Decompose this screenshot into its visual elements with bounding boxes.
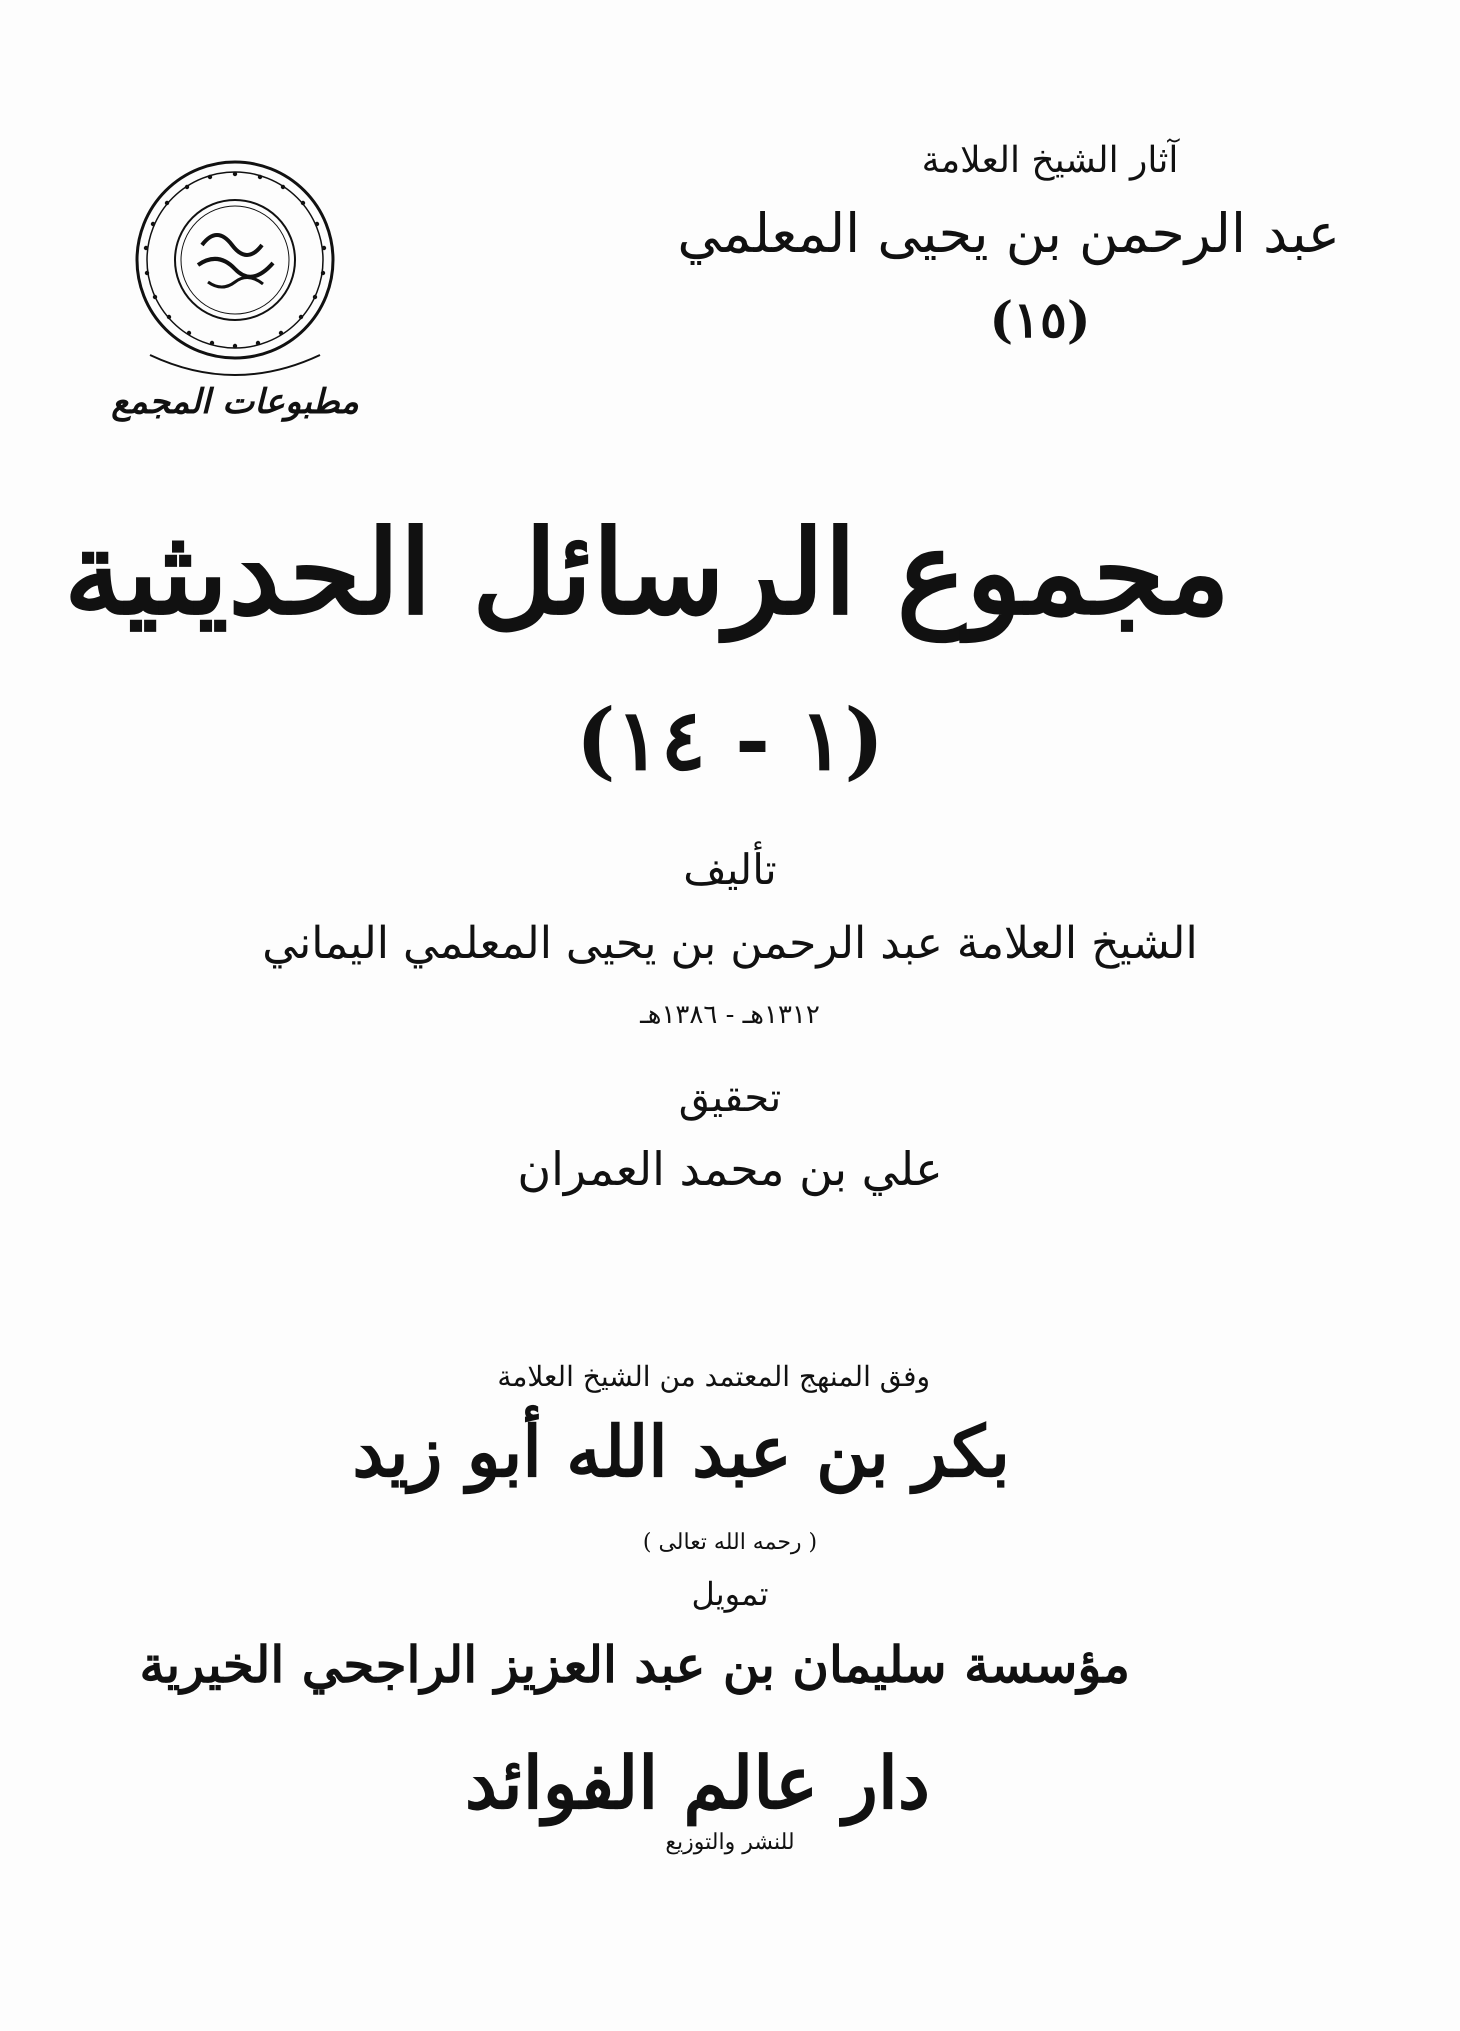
author-name: الشيخ العلامة عبد الرحمن بن يحيى المعلمي اليماني — [262, 918, 1198, 969]
editor-name: علي بن محمد العمران — [517, 1142, 943, 1196]
methodology-honorific: ( رحمه الله تعالى ) — [642, 1530, 818, 1555]
publisher-subtitle: للنشر والتوزيع — [665, 1830, 795, 1855]
methodology-label: وفق المنهج المعتمد من الشيخ العلامة — [497, 1360, 930, 1393]
series-author: عبد الرحمن بن يحيى المعلمي — [677, 202, 1340, 265]
funding-label: تمويل — [691, 1575, 769, 1613]
author-dates: ١٣١٢هـ - ١٣٨٦هـ — [640, 1000, 820, 1030]
written-by-label: تأليف — [683, 845, 777, 894]
seal-emblem-icon — [110, 150, 360, 400]
methodology-scholar: بكر بن عبد الله أبو زيد — [352, 1410, 1010, 1493]
series-label: آثار الشيخ العلامة — [921, 140, 1179, 181]
seal-caption: مطبوعات المجمع — [111, 382, 359, 422]
publisher-name: دار عالم الفوائد — [464, 1740, 930, 1825]
foundation-name: مؤسسة سليمان بن عبد العزيز الراجحي الخيرية — [139, 1635, 1130, 1694]
series-number: (١٥) — [989, 290, 1091, 349]
edited-by-label: تحقيق — [678, 1075, 782, 1121]
book-title: مجموع الرسائل الحديثية — [63, 505, 1230, 641]
volume-range: (١ - ١٤) — [575, 690, 885, 789]
